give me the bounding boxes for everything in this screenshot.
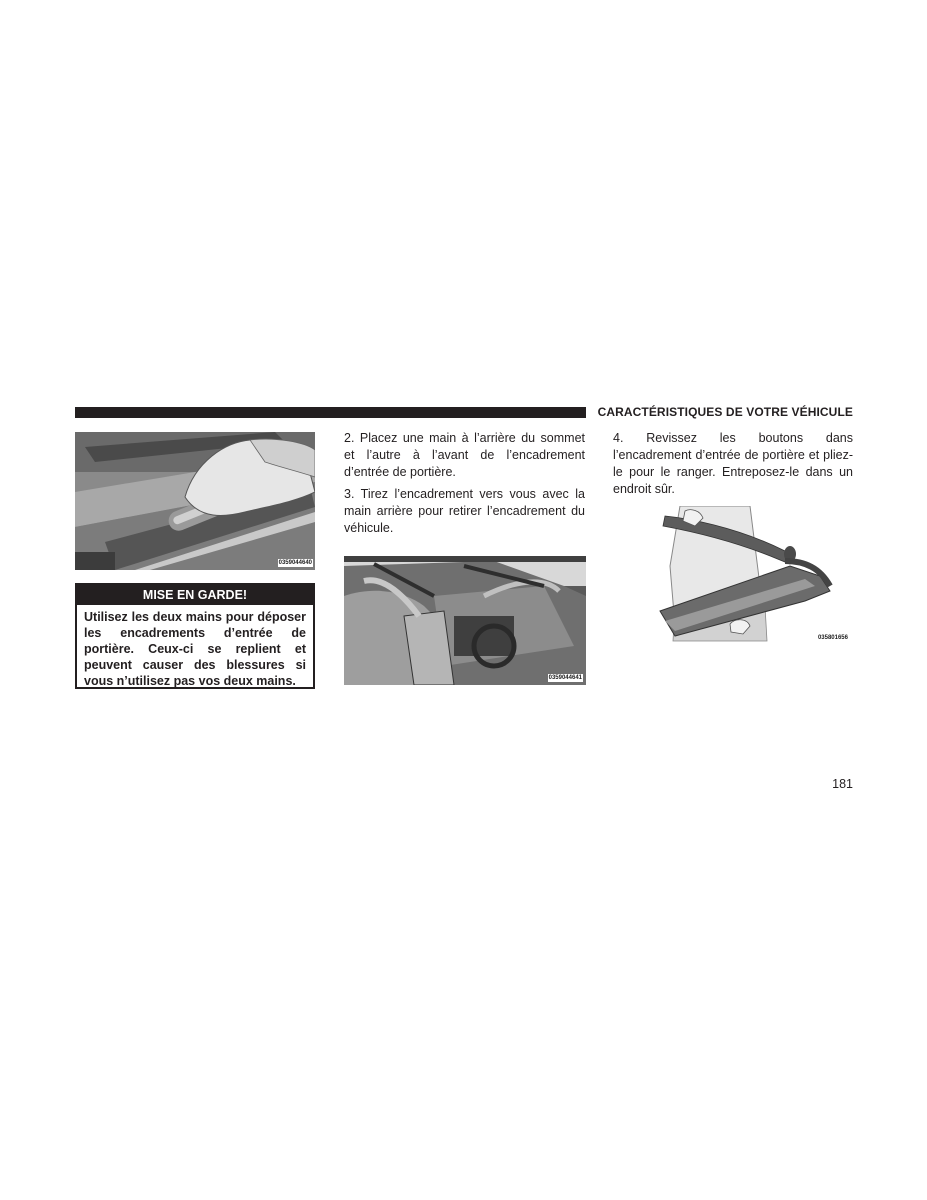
door-frame-hand-illustration bbox=[75, 432, 315, 570]
section-header-bar bbox=[75, 407, 586, 418]
page-number: 181 bbox=[832, 777, 853, 791]
folded-frame-illustration bbox=[655, 506, 855, 646]
warning-box bbox=[75, 583, 315, 689]
section-title: CARACTÉRISTIQUES DE VOTRE VÉHICULE bbox=[597, 405, 853, 419]
figure-vehicle-interior bbox=[344, 556, 586, 685]
step-2-text: 2. Placez une main à l’arrière du sommet et l’autre à l’avant de l’encadrement d’entrée de portière. bbox=[344, 431, 585, 479]
warning-title: MISE EN GARDE! bbox=[77, 585, 313, 605]
vehicle-interior-illustration bbox=[344, 556, 586, 685]
figure-door-frame-hand bbox=[75, 432, 315, 570]
figure-code: 0359044640 bbox=[278, 560, 312, 566]
figure-code: 0359044641 bbox=[548, 675, 582, 681]
figure-code: 035801656 bbox=[817, 635, 848, 641]
step-3-text: 3. Tirez l’encadrement vers vous avec la main arrière pour retirer l’encadrement du véhicule. bbox=[344, 487, 585, 535]
warning-body: Utilisez les deux mains pour déposer les encadrements d’entrée de portière. Ceux-ci se replient et peuvent causer des blessures si vous n’utilisez pas vos deux mains. bbox=[84, 610, 306, 688]
figure-folded-frame bbox=[655, 506, 855, 646]
step-4-text: 4. Revissez les boutons dans l’encadrement d’entrée de portière et pliez-le pour le ranger. Entreposez-le dans un endroit sûr. bbox=[613, 431, 853, 496]
